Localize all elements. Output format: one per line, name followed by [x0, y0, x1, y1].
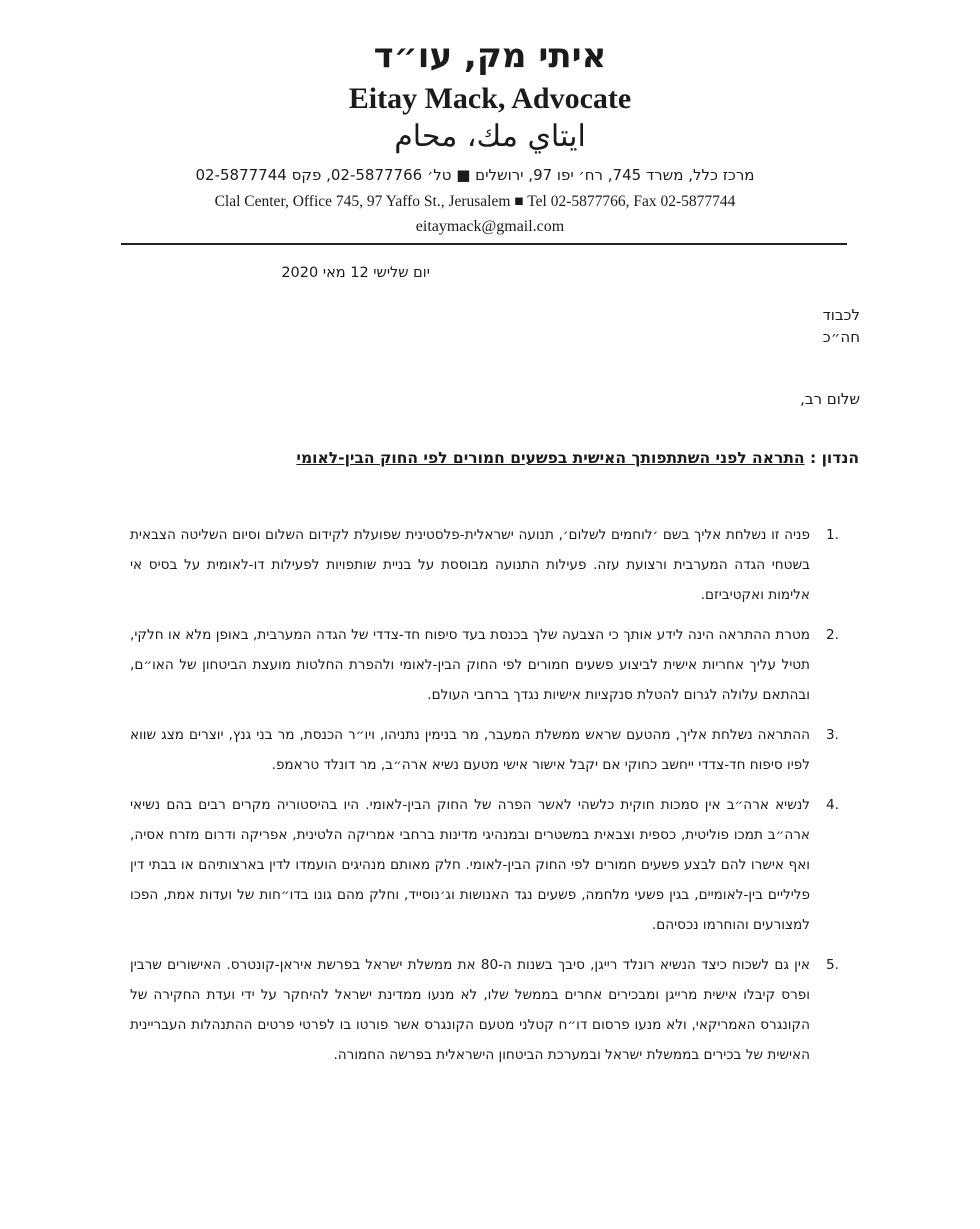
letter-date	[130, 263, 430, 283]
paragraph-item	[130, 720, 850, 780]
numbered-paragraphs	[130, 520, 850, 1080]
addressee-block	[660, 304, 860, 348]
paragraph-text: לנשיא ארה״ב אין סמכות חוקית כלשהי לאשר הפרה של החוק הבין-לאומי. היו בהיסטוריה מקרים רבים בהם נשיאי ארה״ב תמכו פוליטית, כספית וצבאית במשטרים ובמנהיגי מדינות ברחבי אמריקה הלטינית, אפריקה ודרום מזרח אסיה, ואף אישרו להם לבצע פשעים חמורים לפי החוק הבין-לאומי. חלק מאותם מנהיגים הועמדו לדין בארצותיהם או בבתי דין פליליים בין-לאומיים, בגין פשעי מלחמה, פשעים נגד האנושות וג׳נוסייד, וחלק מהם גונו בדו״חות של ועדות אמת, הפכו למצורעים והוחרמו נכסיהם.	[130, 797, 810, 933]
paragraph-number: 3.	[826, 727, 839, 743]
subject-text: התראה לפני השתתפותך האישית בפשעים חמורים לפי החוק הבין-לאומי	[296, 449, 805, 467]
subject-line	[119, 446, 859, 470]
paragraph-number: 4.	[826, 797, 839, 813]
paragraph-text: מטרת ההתראה הינה לידע אותך כי הצבעה שלך בכנסת בעד סיפוח חד-צדדי של הגדה המערבית, באופן מלא או חלקי, תטיל עליך אחריות אישית לביצוע פשעים חמורים לפי החוק הבין-לאומי ולהפרת החלטות מועצת הביטחון של האו״ם, ובהתאם עלולה לגרום להטלת סנקציות אישיות נגדך ברחבי העולם.	[130, 627, 810, 703]
paragraph-item	[130, 950, 850, 1070]
paragraph-number: 5.	[826, 957, 839, 973]
subject-label: הנדון :	[809, 449, 859, 467]
paragraph-text: ההתראה נשלחת אליך, מהטעם שראש ממשלת המעבר, מר בנימין נתניהו, ויו״ר הכנסת, מר בני גנץ, יוצרים מצג שווא לפיו סיפוח חד-צדדי ייחשב כחוקי אם יקבל אישור אישי מטעם נשיא ארה״ב, מר דונלד טראמפ.	[130, 727, 810, 773]
paragraph-number: 1.	[826, 527, 839, 543]
paragraph-item	[130, 520, 850, 610]
addressee-line-2: חה״כ	[822, 328, 860, 346]
paragraph-item	[130, 620, 850, 710]
letterhead-name-arabic: ايتاي مك، محام	[394, 119, 586, 154]
addressee-line-1: לכבוד	[822, 306, 860, 324]
paragraph-number: 2.	[826, 627, 839, 643]
paragraph-item	[130, 790, 850, 940]
paragraph-text: פניה זו נשלחת אליך בשם ׳לוחמים לשלום׳, תנועה ישראלית-פלסטינית שפועלת לקידום השלום וסיום השליטה הצבאית בשטחי הגדה המערבית ורצועת עזה. פעילות התנועה מבוססת על בניית שותפויות לפעילות דו-לאומית על בסיס אי אלימות ואקטיביזם.	[130, 527, 810, 603]
letterhead-email: eitaymack@gmail.com	[415, 218, 565, 235]
paragraph-text: אין גם לשכוח כיצד הנשיא רונלד רייגן, סיבך בשנות ה-80 את ממשלת ישראל בפרשת איראן-קונטרס. האישורים שרבין ופרס קיבלו אישית מרייגן ומבכירים אחרים בממשל שלו, לא מנעו ממדינת ישראל להיחקר על ידי ועדת החקירה של הקונגרס האמריקאי, ולא מנעו פרסום דו״ח קטלני מטעם הקונגרס אשר פורטו בו לפרטי פרטים ההתנהלות העבריינית האישית של בכירים בממשלת ישראל ובמערכת הביטחון הישראלית בפרשה החמורה.	[130, 957, 811, 1063]
letterhead-divider	[121, 243, 847, 245]
letterhead-name-hebrew: איתי מק, עו״ד	[373, 36, 607, 76]
letter-date-text: יום שלישי 12 מאי 2020	[281, 265, 430, 281]
letterhead-contact-hebrew: מרכז כלל, משרד 745, רח׳ יפו 97, ירושלים ■ טל׳ 02-5877766, פקס 02-5877744	[195, 166, 755, 184]
letterhead-contact-english: Clal Center, Office 745, 97 Yaffo St., Jerusalem ■ Tel 02-5877766, Fax 02-5877744	[214, 193, 736, 210]
greeting: שלום רב,	[800, 390, 860, 408]
letterhead-name-english: Eitay Mack, Advocate	[348, 82, 632, 115]
